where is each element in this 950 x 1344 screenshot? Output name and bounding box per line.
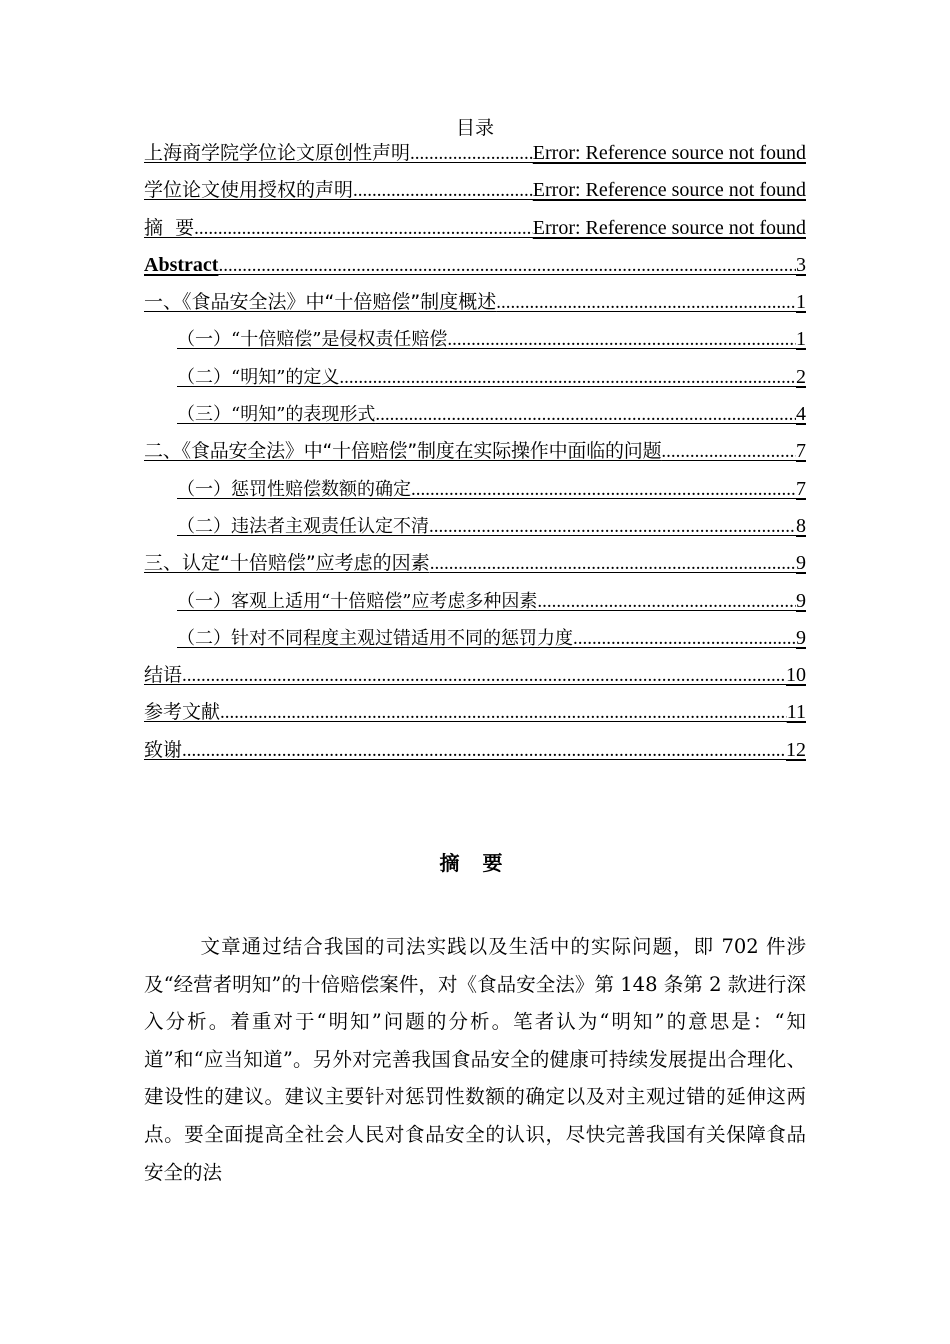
abstract-heading: 摘 要	[439, 851, 511, 875]
toc-leader-dots	[430, 549, 796, 579]
toc-entry-page: 2	[796, 365, 806, 388]
toc-leader-dots	[353, 176, 533, 206]
toc-leader-dots	[194, 214, 533, 244]
toc-entry-page: 8	[796, 514, 806, 537]
toc-entry-label: 一、《食品安全法》中“十倍赔偿”制度概述	[144, 291, 497, 314]
toc-entry-section-3-2[interactable]	[144, 623, 806, 660]
toc-entry-page: 9	[796, 626, 806, 649]
toc-entry-page: 4	[796, 403, 806, 426]
toc-entry-section-3-1[interactable]	[144, 586, 806, 623]
toc-entry-section-2-1[interactable]	[144, 474, 806, 511]
toc-entry-label: （二）“明知”的定义	[177, 366, 340, 388]
toc-entry-section-1-1[interactable]	[144, 324, 806, 361]
toc-entry-label: Abstract	[144, 253, 219, 276]
toc-entry-label: （二）违法者主观责任认定不清	[177, 515, 429, 537]
toc-entry-page: 1	[796, 328, 806, 351]
toc-entry-label: （一）客观上适用“十倍赔偿”应考虑多种因素	[177, 590, 538, 612]
toc-entry-label: （一）“十倍赔偿”是侵权责任赔偿	[177, 329, 448, 351]
toc-entry-authorization-statement[interactable]	[144, 175, 806, 212]
table-of-contents	[144, 138, 806, 772]
toc-leader-dots	[220, 698, 787, 728]
toc-entry-label: 上海商学院学位论文原创性声明	[144, 142, 411, 164]
toc-entry-label: （二）针对不同程度主观过错适用不同的惩罚力度	[177, 627, 573, 649]
toc-entry-section-1-2[interactable]	[144, 362, 806, 399]
toc-entry-page: 12	[786, 738, 806, 761]
toc-entry-label: 结语	[144, 664, 183, 687]
toc-entry-page: 10	[786, 664, 806, 687]
toc-entry-chapter-3[interactable]	[144, 548, 806, 585]
toc-entry-page: 1	[796, 291, 806, 314]
toc-title: 目录	[455, 117, 494, 139]
toc-leader-dots	[410, 139, 533, 169]
toc-leader-dots	[661, 437, 796, 467]
toc-leader-dots	[182, 736, 786, 766]
toc-leader-dots	[447, 325, 796, 355]
abstract-body	[144, 928, 806, 1191]
toc-entry-page: 7	[796, 477, 806, 500]
toc-entry-page: 9	[796, 589, 806, 612]
toc-leader-dots	[573, 624, 796, 654]
toc-entry-label: 参考文献	[144, 701, 221, 724]
toc-leader-dots	[375, 400, 796, 430]
toc-leader-dots	[339, 363, 796, 393]
toc-entry-page: 7	[796, 440, 806, 463]
toc-entry-chapter-1[interactable]	[144, 287, 806, 324]
toc-leader-dots	[537, 587, 796, 617]
toc-entry-label: （一）惩罚性赔偿数额的确定	[177, 478, 411, 500]
toc-entry-label: 二、《食品安全法》中“十倍赔偿”制度在实际操作中面临的问题	[144, 440, 662, 463]
toc-entry-abstract-cn[interactable]	[144, 213, 806, 250]
toc-entry-label: 摘 要	[144, 216, 195, 239]
toc-leader-dots	[411, 475, 796, 505]
toc-entry-page: 3	[796, 253, 806, 276]
toc-entry-page: Error: Reference source not found	[532, 179, 806, 202]
toc-entry-label: 三、认定“十倍赔偿”应考虑的因素	[144, 552, 430, 575]
toc-entry-section-1-3[interactable]	[144, 399, 806, 436]
toc-entry-conclusion[interactable]	[144, 660, 806, 697]
toc-leader-dots	[218, 251, 796, 281]
toc-entry-label: （三）“明知”的表现形式	[177, 404, 376, 426]
toc-entry-page: 9	[796, 552, 806, 575]
toc-entry-label: 学位论文使用授权的声明	[144, 179, 354, 202]
toc-entry-chapter-2[interactable]	[144, 436, 806, 473]
abstract-paragraph: 文章通过结合我国的司法实践以及生活中的实际问题，即 702 件涉及“经营者明知”的十倍赔偿案件，对《食品安全法》第 148 条第 2 款进行深入分析。着重对于“明知”问题的分析。笔者认为“明知”的意思是：“知道”和“应当知道”。另外对完善我国食品安全的健康可持续发展提出合理化、建设性的建议。建议主要针对惩罚性数额的确定以及对主观过错的延伸这两点。要全面提高全社会人民对食品安全的认识，尽快完善我国有关保障食品安全的法	[144, 935, 806, 1184]
toc-leader-dots	[182, 661, 786, 691]
toc-entry-originality-statement[interactable]	[144, 138, 806, 175]
toc-entry-section-2-2[interactable]	[144, 511, 806, 548]
toc-leader-dots	[496, 288, 796, 318]
toc-entry-page: Error: Reference source not found	[532, 216, 806, 239]
toc-entry-page: Error: Reference source not found	[532, 142, 806, 164]
toc-leader-dots	[429, 512, 796, 542]
toc-entry-references[interactable]	[144, 697, 806, 734]
toc-entry-page: 11	[786, 701, 806, 724]
toc-entry-acknowledgements[interactable]	[144, 735, 806, 772]
toc-entry-abstract-en[interactable]	[144, 250, 806, 287]
toc-entry-label: 致谢	[144, 738, 183, 761]
